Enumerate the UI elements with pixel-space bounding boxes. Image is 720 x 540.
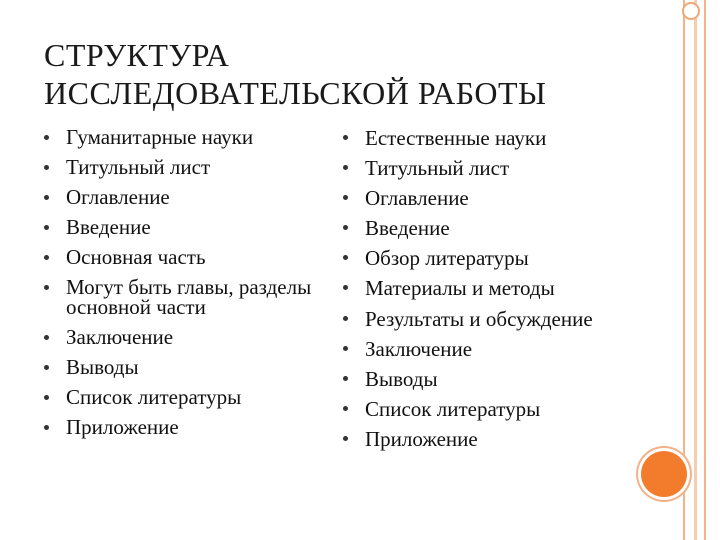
bullet-icon <box>343 406 348 411</box>
list-item: Выводы <box>44 358 314 378</box>
slide-title <box>44 36 664 112</box>
list-item: Материалы и методы <box>343 278 633 299</box>
bullet-icon <box>44 225 49 230</box>
list-item: Результаты и обсуждение <box>343 309 633 330</box>
bullet-icon <box>343 165 348 170</box>
list-item: Список литературы <box>343 399 633 420</box>
list-item: Приложение <box>343 429 633 450</box>
list-item: Оглавление <box>343 188 633 209</box>
humanities-list <box>44 125 314 448</box>
list-item: Заключение <box>44 328 314 348</box>
slide-title-line1: СТРУКТУРА <box>44 37 230 73</box>
bullet-icon <box>44 365 49 370</box>
list-item: Заключение <box>343 339 633 360</box>
bullet-icon <box>343 135 348 140</box>
decorative-ring-icon <box>682 2 700 20</box>
bullet-icon <box>343 316 348 321</box>
list-item: Титульный лист <box>343 158 633 179</box>
bullet-icon <box>44 195 49 200</box>
bullet-icon <box>44 255 49 260</box>
bullet-icon <box>44 135 49 140</box>
bullet-icon <box>44 425 49 430</box>
bullet-icon <box>343 225 348 230</box>
list-item: Список литературы <box>44 388 314 408</box>
bullet-icon <box>44 285 49 290</box>
decorative-rule <box>704 0 706 540</box>
list-item: Введение <box>343 218 633 239</box>
list-item: Приложение <box>44 418 314 438</box>
list-item: Гуманитарные науки <box>44 128 314 148</box>
bullet-icon <box>44 335 49 340</box>
bullet-icon <box>343 285 348 290</box>
bullet-icon <box>343 346 348 351</box>
bullet-icon <box>343 255 348 260</box>
decorative-orb-icon <box>641 451 687 497</box>
list-item: Титульный лист <box>44 158 314 178</box>
list-item: Основная часть <box>44 248 314 268</box>
bullet-icon <box>343 376 348 381</box>
list-item: Естественные науки <box>343 128 633 149</box>
decorative-rule <box>683 0 685 540</box>
list-item: Введение <box>44 218 314 238</box>
list-item: Обзор литературы <box>343 248 633 269</box>
bullet-icon <box>44 165 49 170</box>
decorative-rule <box>694 0 697 540</box>
natural-sciences-list <box>343 128 633 459</box>
bullet-icon <box>343 195 348 200</box>
list-item: Оглавление <box>44 188 314 208</box>
bullet-icon <box>343 436 348 441</box>
list-item: Выводы <box>343 369 633 390</box>
bullet-icon <box>44 395 49 400</box>
slide-title-line2: ИССЛЕДОВАТЕЛЬСКОЙ РАБОТЫ <box>44 75 547 111</box>
list-item: Могут быть главы, разделы основной части <box>44 278 314 317</box>
